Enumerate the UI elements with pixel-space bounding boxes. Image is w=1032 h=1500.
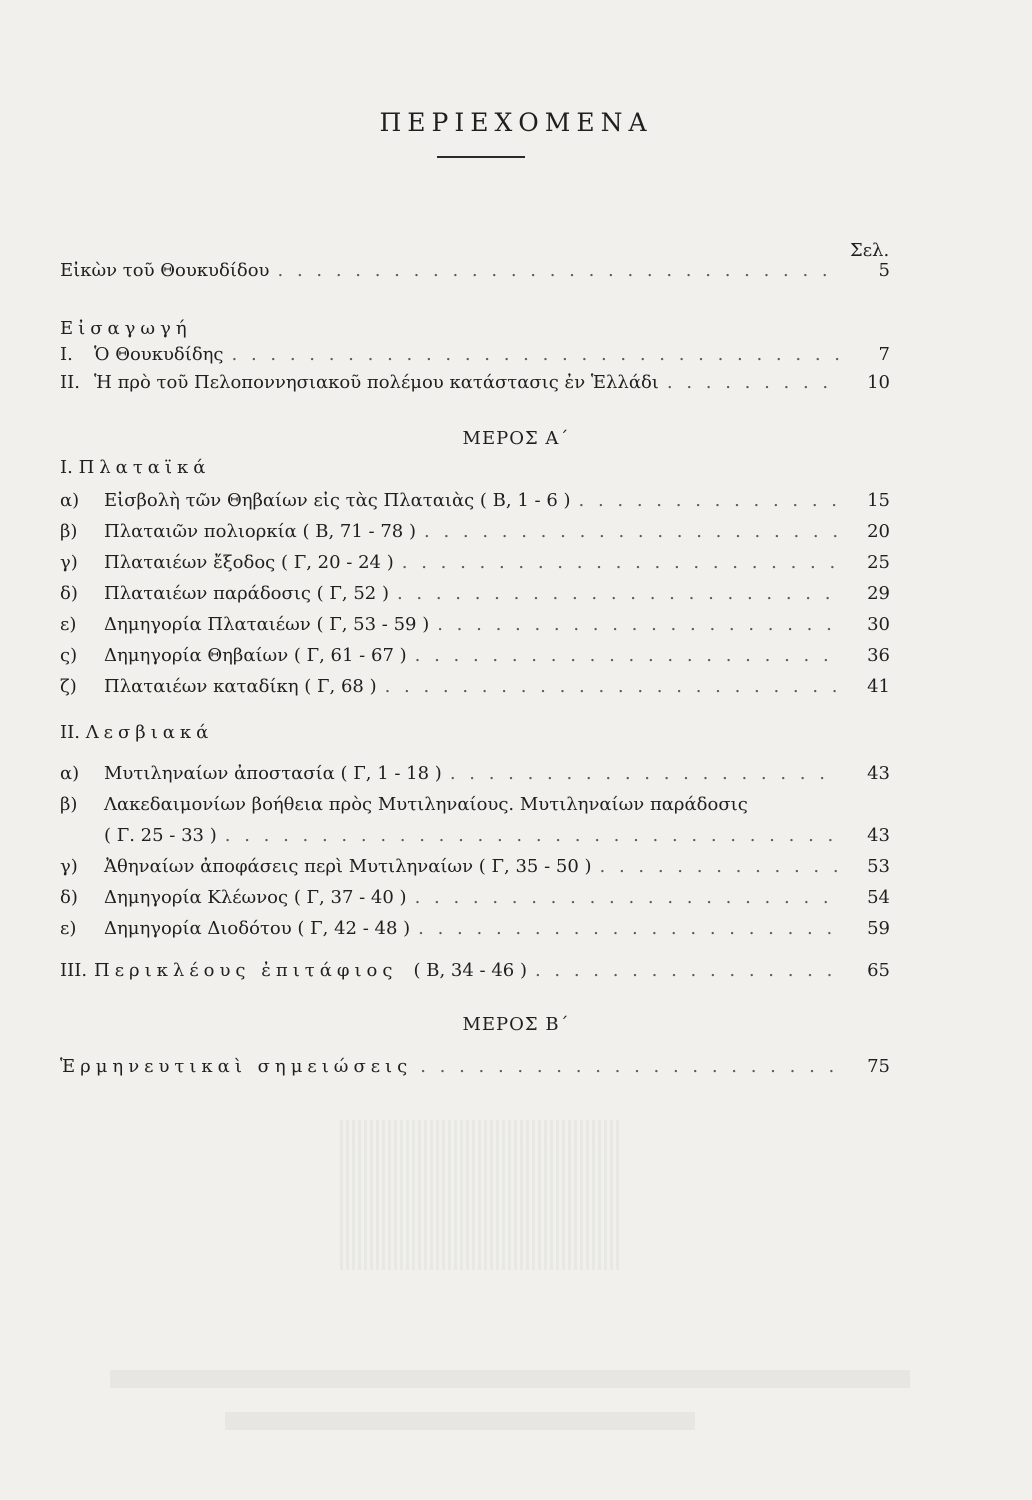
leader-dots	[232, 344, 840, 365]
toc-entry-lesviaka-e	[60, 918, 890, 948]
leader-dots	[225, 825, 840, 846]
toc-entry-lesviaka-c	[60, 856, 890, 886]
part-a-heading: ΜΕΡΟΣ Α΄	[462, 428, 570, 449]
entry-number: II.	[60, 372, 80, 393]
leader-dots	[600, 856, 840, 877]
entry-number: γ)	[60, 856, 78, 877]
entry-number: III.	[60, 960, 88, 981]
leader-dots	[420, 1056, 840, 1077]
toc-entry-plataika-f	[60, 645, 890, 675]
section-number: I.	[60, 457, 73, 478]
leader-dots	[385, 676, 840, 697]
entry-label: Ὁ Θουκυδίδης	[94, 344, 224, 365]
page-title: ΠΕΡΙΕΧΟΜΕΝΑ	[379, 108, 653, 137]
entry-label: Πλαταιῶν πολιορκία ( Β, 71 - 78 )	[104, 521, 417, 542]
entry-number: α)	[60, 763, 80, 784]
entry-number: δ)	[60, 887, 78, 908]
entry-number: β)	[60, 794, 78, 815]
entry-page: 30	[867, 614, 890, 635]
entry-number: γ)	[60, 552, 78, 573]
entry-number: ε)	[60, 918, 77, 939]
section-number: II.	[60, 722, 80, 743]
toc-entry-plataika-b	[60, 521, 890, 551]
entry-label: Πλαταιέων ἔξοδος ( Γ, 20 - 24 )	[104, 552, 394, 573]
section-heading-lesviaka	[60, 722, 213, 743]
entry-number: ε)	[60, 614, 77, 635]
toc-entry-plataika-a	[60, 490, 890, 520]
entry-page: 75	[867, 1056, 890, 1077]
entry-label: Δημηγορία Διοδότου ( Γ, 42 - 48 )	[104, 918, 411, 939]
toc-entry-plataika-c	[60, 552, 890, 582]
entry-number: α)	[60, 490, 80, 511]
section-heading-intro: Εἰσαγωγή	[60, 318, 192, 339]
entry-label: Δημηγορία Πλαταιέων ( Γ, 53 - 59 )	[104, 614, 430, 635]
show-through-text-line	[225, 1412, 695, 1430]
entry-page: 41	[867, 676, 890, 697]
entry-label: Δημηγορία Κλέωνος ( Γ, 37 - 40 )	[104, 887, 407, 908]
leader-dots	[667, 372, 840, 393]
entry-label-continuation: ( Γ. 25 - 33 )	[104, 825, 217, 846]
page-column-label: Σελ.	[850, 240, 890, 261]
entry-label: Πλαταιέων παράδοσις ( Γ, 52 )	[104, 583, 389, 604]
entry-page: 36	[867, 645, 890, 666]
toc-entry-notes	[60, 1056, 890, 1086]
entry-label: Δημηγορία Θηβαίων ( Γ, 61 - 67 )	[104, 645, 407, 666]
entry-page: 53	[867, 856, 890, 877]
leader-dots	[415, 645, 840, 666]
entry-page: 43	[867, 825, 890, 846]
entry-label: Ἀθηναίων ἀποφάσεις περὶ Μυτιληναίων ( Γ, 35 - 50 )	[104, 856, 592, 877]
title-underline	[437, 156, 525, 158]
toc-entry-plataika-e	[60, 614, 890, 644]
toc-entry-intro-2	[60, 372, 890, 402]
entry-label: Περικλέους ἐπιτάφιος	[94, 960, 398, 981]
entry-page: 7	[878, 344, 890, 365]
entry-page: 54	[867, 887, 890, 908]
toc-entry-plataika-d	[60, 583, 890, 613]
entry-label: Ἑρμηνευτικαὶ σημειώσεις	[60, 1056, 413, 1077]
leader-dots	[402, 552, 840, 573]
entry-number: ς)	[60, 645, 78, 666]
toc-entry-portrait	[60, 260, 890, 290]
entry-page: 20	[867, 521, 890, 542]
toc-entry-lesviaka-b-line2	[104, 825, 890, 855]
show-through-text-line	[110, 1370, 910, 1388]
leader-dots	[450, 763, 840, 784]
entry-page: 5	[878, 260, 890, 281]
leader-dots	[437, 614, 840, 635]
section-title: Πλαταϊκά	[78, 457, 211, 478]
toc-entry-lesviaka-d	[60, 887, 890, 917]
toc-entry-lesviaka-b-line1	[60, 794, 890, 824]
entry-page: 65	[867, 960, 890, 981]
toc-entry-epitaph	[60, 960, 890, 990]
leader-dots	[535, 960, 840, 981]
toc-entry-lesviaka-a	[60, 763, 890, 793]
entry-page: 10	[867, 372, 890, 393]
section-heading-plataika	[60, 457, 210, 478]
entry-number: I.	[60, 344, 73, 365]
entry-label: Ἡ πρὸ τοῦ Πελοποννησιακοῦ πολέμου κατάστασις ἐν Ἑλλάδι	[94, 372, 659, 393]
entry-page: 59	[867, 918, 890, 939]
show-through-emblem	[340, 1120, 620, 1270]
section-title: Λεσβιακά	[85, 722, 214, 743]
toc-entry-intro-1	[60, 344, 890, 374]
entry-label: Λακεδαιμονίων βοήθεια πρὸς Μυτιληναίους. Μυτιληναίων παράδοσις	[104, 794, 748, 815]
leader-dots	[397, 583, 840, 604]
entry-number: β)	[60, 521, 78, 542]
leader-dots	[424, 521, 840, 542]
entry-label: Εἰσβολὴ τῶν Θηβαίων εἰς τὰς Πλαταιὰς ( Β, 1 - 6 )	[104, 490, 571, 511]
entry-reference: ( Β, 34 - 46 )	[413, 960, 527, 981]
leader-dots	[579, 490, 840, 511]
entry-page: 15	[867, 490, 890, 511]
entry-page: 43	[867, 763, 890, 784]
leader-dots	[415, 887, 840, 908]
entry-page: 25	[867, 552, 890, 573]
part-b-heading: ΜΕΡΟΣ Β΄	[462, 1014, 570, 1035]
entry-label: Μυτιληναίων ἀποστασία ( Γ, 1 - 18 )	[104, 763, 442, 784]
entry-label: Πλαταιέων καταδίκη ( Γ, 68 )	[104, 676, 377, 697]
leader-dots	[278, 260, 841, 281]
leader-dots	[418, 918, 840, 939]
entry-number: ζ)	[60, 676, 77, 697]
entry-label: Εἰκὼν τοῦ Θουκυδίδου	[60, 260, 270, 281]
entry-page: 29	[867, 583, 890, 604]
entry-number: δ)	[60, 583, 78, 604]
toc-entry-plataika-g	[60, 676, 890, 706]
